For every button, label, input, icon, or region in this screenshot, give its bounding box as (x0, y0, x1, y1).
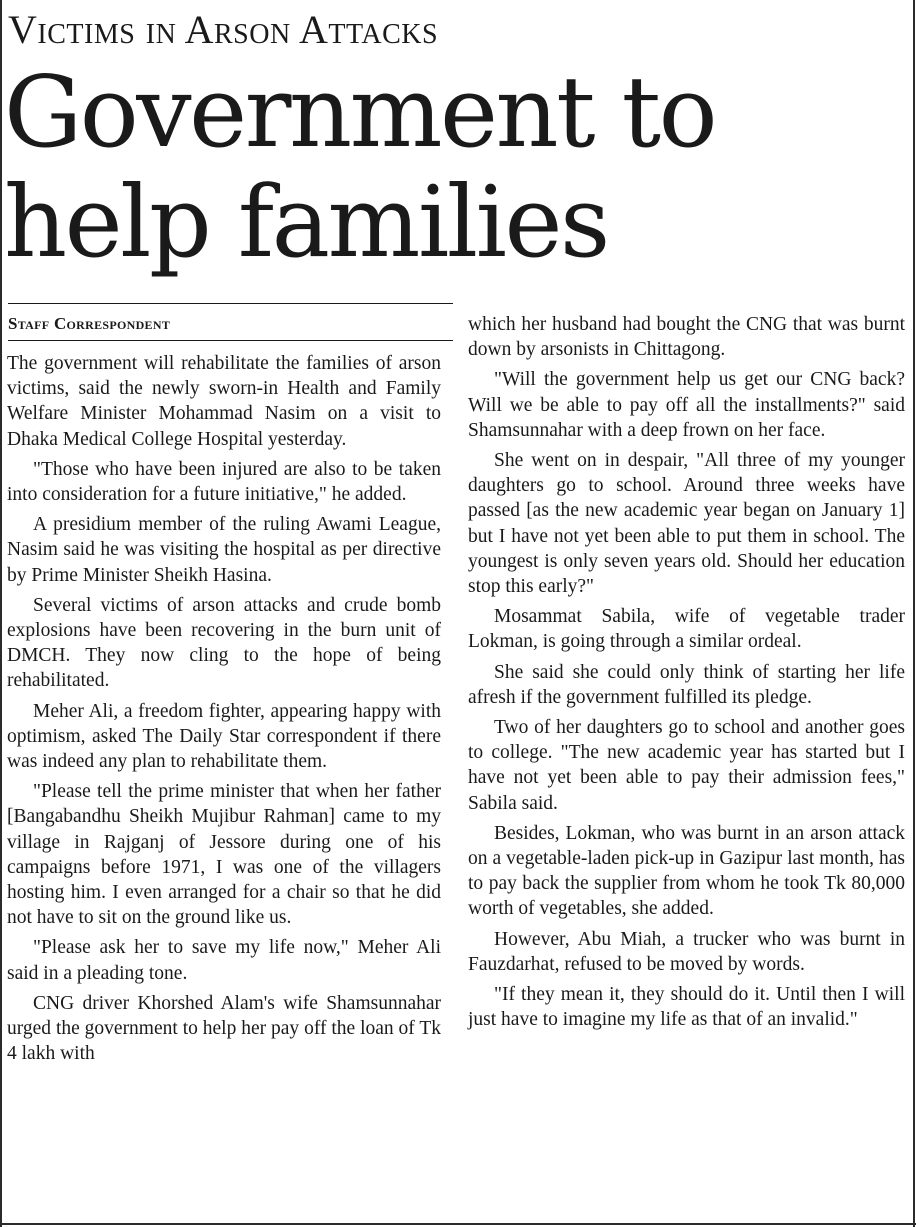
paragraph: "If they mean it, they should do it. Until then I will just have to imagine my life as that of an invalid." (468, 984, 905, 1031)
article-column-left (7, 351, 441, 1071)
byline: Staff Correspondent (8, 314, 171, 333)
article-column-right (468, 312, 905, 1037)
paragraph: Two of her daughters go to school and another goes to college. "The new academic year has started but I have not yet been able to pay their admission fees," Sabila said. (468, 717, 905, 814)
byline-top-rule (8, 303, 453, 304)
paragraph: She went on in despair, "All three of my younger daughters go to school. Around three weeks have passed [as the new academic year began on January 1] but I have not yet been able to put them in school. The youngest is only seven years old. Should her education stop this early?" (468, 450, 905, 598)
paragraph: Mosammat Sabila, wife of vegetable trader Lokman, is going through a similar ordeal. (468, 606, 905, 653)
byline-bottom-rule (8, 340, 453, 341)
paragraph: A presidium member of the ruling Awami League, Nasim said he was visiting the hospital as per directive by Prime Minister Sheikh Hasina. (7, 514, 441, 586)
frame-border-left (0, 0, 2, 1227)
headline: Government to help families (4, 56, 716, 280)
paragraph: She said she could only think of starting her life afresh if the government fulfilled its pledge. (468, 661, 905, 708)
paragraph: "Please ask her to save my life now," Meher Ali said in a pleading tone. (7, 937, 441, 984)
paragraph: However, Abu Miah, a trucker who was burnt in Fauzdarhat, refused to be moved by words. (468, 928, 905, 975)
frame-border-right (913, 0, 915, 1227)
paragraph: CNG driver Khorshed Alam's wife Shamsunnahar urged the government to help her pay off the loan of Tk 4 lakh with (7, 992, 441, 1065)
paragraph: Meher Ali, a freedom fighter, appearing happy with optimism, asked The Daily Star correspondent if there was indeed any plan to rehabilitate them. (7, 700, 441, 773)
paragraph: "Will the government help us get our CNG back? Will we be able to pay off all the installments?" said Shamsunnahar with a deep frown on her face. (468, 369, 905, 441)
paragraph: Besides, Lokman, who was burnt in an arson attack on a vegetable-laden pick-up in Gazipur last month, has to pay back the supplier from whom he took Tk 80,000 worth of vegetables, she added. (468, 822, 905, 920)
paragraph: "Those who have been injured are also to be taken into consideration for a future initiative," he added. (7, 458, 441, 506)
frame-border-bottom (0, 1223, 916, 1225)
paragraph: Several victims of arson attacks and crude bomb explosions have been recovering in the burn unit of DMCH. They now cling to the hope of being rehabilitated. (7, 594, 441, 692)
paragraph: The government will rehabilitate the families of arson victims, said the newly sworn-in Health and Family Welfare Minister Mohammad Nasim on a visit to Dhaka Medical College Hospital yesterday. (7, 353, 441, 450)
paragraph: "Please tell the prime minister that when her father [Bangabandhu Sheikh Mujibur Rahman] came to my village in Rajganj of Jessore during one of his campaigns before 1971, I was one of the villagers hosting him. I even arranged for a chair so that he did not have to sit on the ground like us. (7, 781, 441, 929)
kicker: Victims in Arson Attacks (8, 7, 439, 52)
paragraph: which her husband had bought the CNG that was burnt down by arsonists in Chittagong. (468, 314, 905, 361)
